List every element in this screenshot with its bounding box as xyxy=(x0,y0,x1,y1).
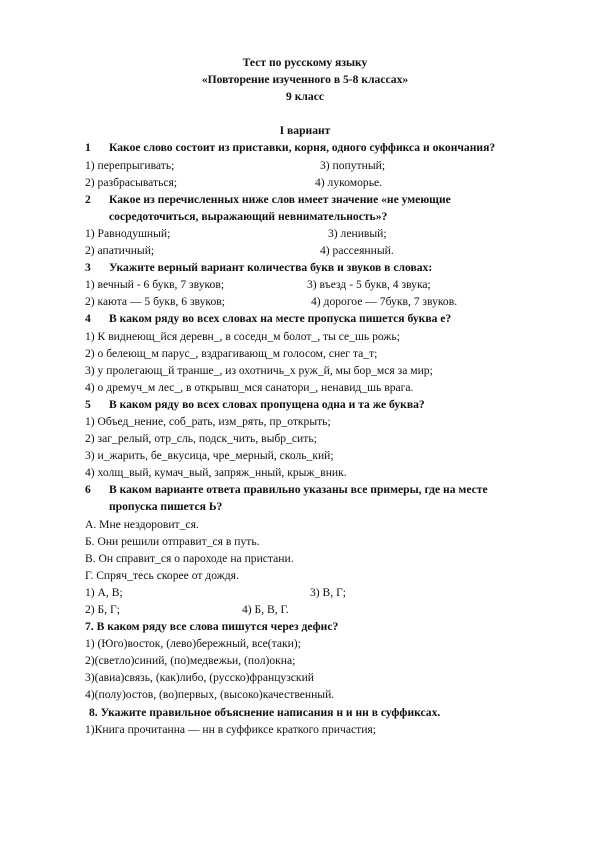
option-3: 3) въезд - 5 букв, 4 звука; xyxy=(307,278,431,292)
question-5 xyxy=(85,396,525,413)
answer-line: 1) К виднеющ_йся деревн_, в соседн_м болот_, ты се_шь рожь; xyxy=(85,329,400,343)
question-number: 8. xyxy=(89,705,98,719)
option-row xyxy=(85,157,525,174)
option-row xyxy=(85,601,525,618)
test-page xyxy=(85,54,525,738)
option-row xyxy=(85,293,525,310)
answer-line: 2) заг_релый, отр_сль, подск_чить, выбр_сить; xyxy=(85,432,317,446)
question-1 xyxy=(85,139,525,156)
answer-line: 4)(полу)остов, (во)первых, (высоко)качественный. xyxy=(85,688,335,702)
test-title: Тест по русскому языку xyxy=(242,56,368,69)
question-number: 6 xyxy=(85,483,91,497)
question-2 xyxy=(85,191,525,225)
question-text: Какое из перечисленных ниже слов имеет значение «не умеющие сосредоточиться, выражающий невнимательность»? xyxy=(109,192,451,223)
option-1: 1) вечный - 6 букв, 7 звуков; xyxy=(85,278,225,292)
question-text: В каком ряду во всех словах пропущена одна и та же буква? xyxy=(109,397,425,411)
option-4: 4) лукоморье. xyxy=(315,175,383,189)
question-6 xyxy=(85,481,525,515)
option-1: 1) А, В; xyxy=(85,585,123,599)
answer-line: 3) у пролегающ_й траншe_, из охотничь_х руж_й, мы бор_мся за мир; xyxy=(85,363,433,377)
question-7 xyxy=(85,618,525,635)
answer-line: 2)(светло)синий, (по)медвежьи, (пол)окна; xyxy=(85,654,296,668)
option-3: 3) В, Г; xyxy=(310,585,347,599)
question-number: 5 xyxy=(85,397,91,411)
question-number: 7. xyxy=(85,620,94,634)
option-row xyxy=(85,276,525,293)
example-line: А. Мне нездоровит_ся. xyxy=(85,517,199,531)
answer-line: 2) о белеющ_м парус_, вздрагивающ_м голосом, снег та_т; xyxy=(85,346,378,360)
example-line: Г. Спряч_тесь скорее от дождя. xyxy=(85,568,239,582)
question-number: 1 xyxy=(85,141,91,155)
question-number: 3 xyxy=(85,261,91,275)
option-row xyxy=(85,242,525,259)
example-line: В. Он справит_ся о пароходе на пристани. xyxy=(85,551,294,565)
option-4: 4) рассеянный. xyxy=(320,244,394,258)
option-4: 4) дорогое — 7букв, 7 звуков. xyxy=(311,295,458,309)
example-line: Б. Они решили отправит_ся в путь. xyxy=(85,534,260,548)
question-text: Какое слово состоит из приставки, корня, одного суффикса и окончания? xyxy=(109,141,496,155)
answer-line: 1) (Юго)восток, (лево)бережный, все(таки); xyxy=(85,637,301,651)
answer-line: 4) о дремуч_м лес_, в открывш_мся санатори_, ненавид_шь врага. xyxy=(85,380,414,394)
option-row xyxy=(85,174,525,191)
option-2: 2) Б, Г; xyxy=(85,603,120,616)
option-2: 2) разбрасываться; xyxy=(85,175,178,189)
question-number: 4 xyxy=(85,312,91,326)
answer-line: 3) и_жарить, бе_вкусица, чре_мерный, сколь_кий; xyxy=(85,449,334,463)
option-row xyxy=(85,584,525,601)
question-text: В каком варианте ответа правильно указаны все примеры, где на месте пропуска пишется Ь? xyxy=(109,483,488,514)
option-2: 2) апатичный; xyxy=(85,244,155,258)
option-4: 4) Б, В, Г. xyxy=(242,603,289,616)
answer-line: 1) Объед_нение, соб_рать, изм_рять, пр_открыть; xyxy=(85,414,331,428)
answer-line: 4) холщ_вый, кумач_вый, запряж_нный, крыж_вник. xyxy=(85,466,347,480)
answer-line: 1)Книга прочитанна — нн в суффиксе краткого причастия; xyxy=(85,722,376,736)
option-3: 3) попутный; xyxy=(320,158,386,172)
question-4 xyxy=(85,310,525,327)
question-text: В каком ряду все слова пишутся через дефис? xyxy=(96,620,339,634)
question-text: Укажите верный вариант количества букв и звуков в словах: xyxy=(109,261,433,275)
option-1: 1) Равнодушный; xyxy=(85,226,171,240)
option-1: 1) перепрыгивать; xyxy=(85,158,175,172)
variant-label: I вариант xyxy=(279,124,331,138)
test-subtitle: «Повторение изученного в 5-8 классах» xyxy=(201,73,409,87)
question-8 xyxy=(85,704,525,721)
question-text: В каком ряду во всех словах на месте пропуска пишется буква е? xyxy=(109,312,452,326)
answer-line: 3)(авиа)связь, (как)либо, (русско)французский xyxy=(85,671,314,685)
question-text: Укажите правильное объяснение написания н и нн в суффиксах. xyxy=(100,705,441,719)
question-3 xyxy=(85,259,525,276)
option-row xyxy=(85,225,525,242)
option-2: 2) каюта — 5 букв, 6 звуков; xyxy=(85,295,225,309)
option-3: 3) ленивый; xyxy=(328,226,387,240)
grade-label: 9 класс xyxy=(286,90,324,104)
question-number: 2 xyxy=(85,192,91,206)
